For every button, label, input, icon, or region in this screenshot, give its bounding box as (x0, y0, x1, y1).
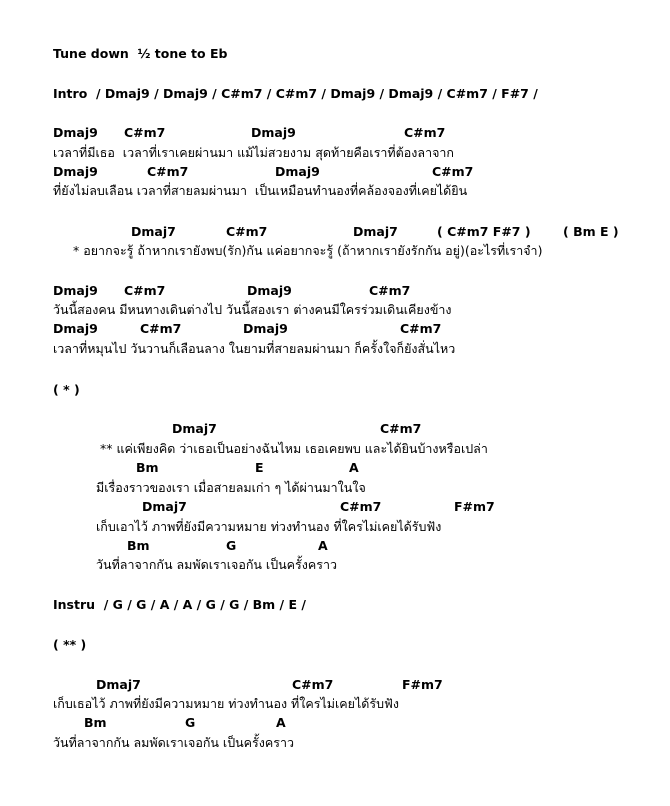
chord: Bm (84, 715, 107, 730)
chord: E (255, 460, 264, 475)
lyric-line: วันที่ลาจากกัน ลมพัดเราเจอกัน เป็นครั้งคราว (53, 735, 294, 750)
lyric-line: เก็บเอาไว้ ภาพที่ยังมีความหมาย ท่วงทำนอง ที่ใครไม่เคยได้รับฟัง (96, 519, 442, 534)
intro-line: Intro / Dmaj9 / Dmaj9 / C#m7 / C#m7 / Dmaj9 / Dmaj9 / C#m7 / F#7 / (53, 86, 538, 101)
chord: Bm (127, 538, 150, 553)
chord: C#m7 (226, 224, 268, 239)
chord: ( Bm E ) (563, 224, 619, 239)
chord: C#m7 (292, 677, 334, 692)
chord: Dmaj7 (353, 224, 398, 239)
chord: A (349, 460, 359, 475)
chord: Dmaj9 (53, 321, 98, 336)
repeat-chorus-marker: ( * ) (53, 382, 80, 397)
chord-row (0, 421, 670, 437)
chord-row (0, 460, 670, 476)
chord: C#m7 (147, 164, 189, 179)
chord-row (0, 224, 670, 240)
chord: Dmaj9 (243, 321, 288, 336)
chord: C#m7 (124, 125, 166, 140)
repeat-chorus2-marker: ( ** ) (53, 637, 87, 652)
lyric-line: มีเรื่องราวของเรา เมื่อสายลมเก่า ๆ ได้ผ่านมาในใจ (96, 480, 366, 495)
chord: Dmaj9 (53, 125, 98, 140)
lyric-line: วันที่ลาจากกัน ลมพัดเราเจอกัน เป็นครั้งคราว (96, 557, 337, 572)
chord: C#m7 (432, 164, 474, 179)
chord: C#m7 (369, 283, 411, 298)
chord: C#m7 (404, 125, 446, 140)
chord-row (0, 538, 670, 554)
chord: G (185, 715, 196, 730)
lyric-line: เวลาที่หมุนไป วันวานก็เลือนลาง ในยามที่สายลมผ่านมา ก็ครั้งใจก็ยังสั่นไหว (53, 341, 456, 356)
lyric-line: วันนี้สองคน มีหนทางเดินต่างไป วันนี้สองเรา ต่างคนมีใครร่วมเดินเคียงข้าง (53, 302, 452, 317)
chord: Dmaj9 (251, 125, 296, 140)
lyric-line: เก็บเธอไว้ ภาพที่ยังมีความหมาย ท่วงทำนอง ที่ใครไม่เคยได้รับฟัง (53, 696, 399, 711)
chord: F#m7 (402, 677, 443, 692)
chord: C#m7 (400, 321, 442, 336)
chord: Dmaj7 (142, 499, 187, 514)
chord: C#m7 (140, 321, 182, 336)
lyric-line: ที่ยังไม่ลบเลือน เวลาที่สายลมผ่านมา เป็นเหมือนทำนองที่คล้องจองที่เคยได้ยิน (53, 183, 468, 198)
chord-row (0, 321, 670, 337)
chord: A (318, 538, 328, 553)
chord-row (0, 125, 670, 141)
chord-row (0, 164, 670, 180)
chord-row (0, 677, 670, 693)
instrumental-line: Instru / G / G / A / A / G / G / Bm / E / (53, 597, 306, 612)
lyric-line: ** แค่เพียงคิด ว่าเธอเป็นอย่างฉันไหม เธอเคยพบ และได้ยินบ้างหรือเปล่า (100, 441, 488, 456)
chord: F#m7 (454, 499, 495, 514)
lyric-line: * อยากจะรู้ ถ้าหากเรายังพบ(รัก)กัน แค่อยากจะรู้ (ถ้าหากเรายังรักกัน อยู่)(อะไรที่เราจำ) (73, 243, 543, 258)
chord: Dmaj9 (275, 164, 320, 179)
chord: Dmaj9 (53, 283, 98, 298)
chord: G (226, 538, 237, 553)
chord: Dmaj9 (247, 283, 292, 298)
chord-row (0, 499, 670, 515)
chord: C#m7 (340, 499, 382, 514)
lyric-line: เวลาที่มีเธอ เวลาที่เราเคยผ่านมา แม้ไม่สวยงาม สุดท้ายคือเราที่ต้องลาจาก (53, 145, 454, 160)
chord: A (276, 715, 286, 730)
chord: C#m7 (380, 421, 422, 436)
chord-row (0, 283, 670, 299)
tuning-note: Tune down ½ tone to Eb (53, 46, 228, 61)
chord: Dmaj7 (96, 677, 141, 692)
chord: Dmaj7 (131, 224, 176, 239)
chord: C#m7 (124, 283, 166, 298)
chord-row (0, 715, 670, 731)
chord: ( C#m7 F#7 ) (437, 224, 531, 239)
chord: Bm (136, 460, 159, 475)
chord: Dmaj9 (53, 164, 98, 179)
chord: Dmaj7 (172, 421, 217, 436)
